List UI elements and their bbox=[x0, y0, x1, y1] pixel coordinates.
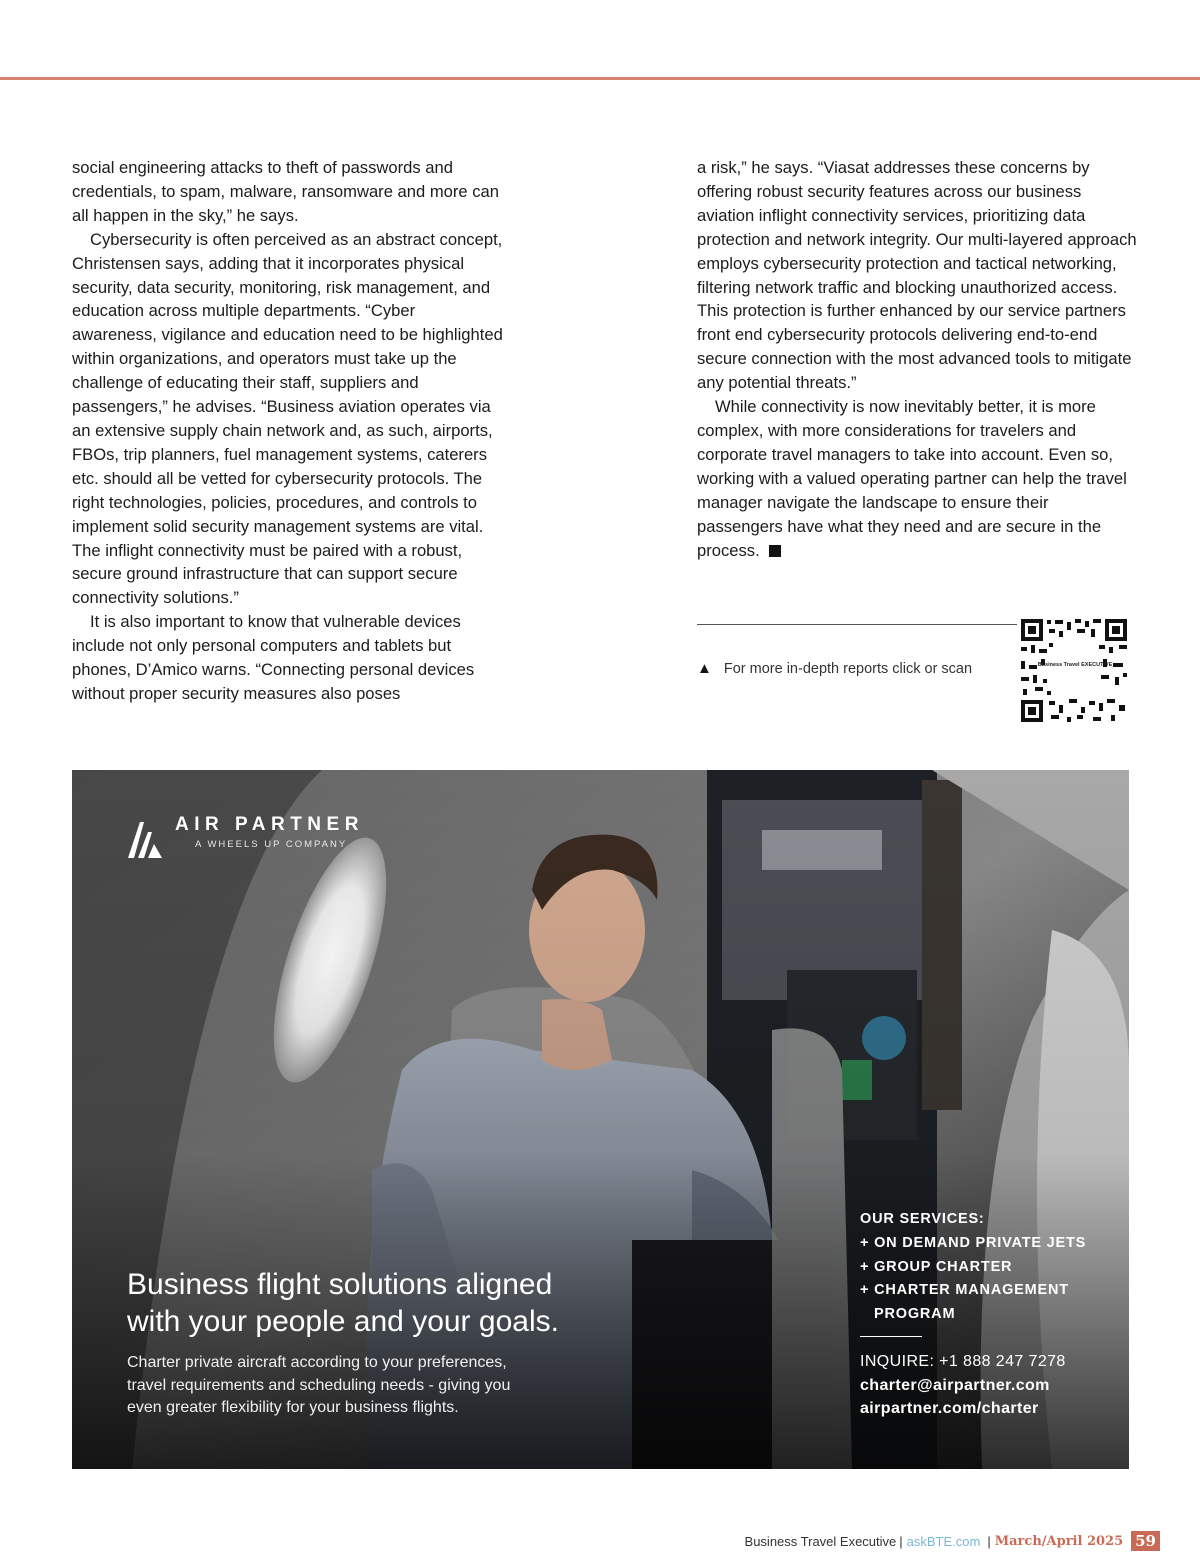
body-line: even greater flexibility for your business flights. bbox=[127, 1399, 459, 1417]
publication-name: Business Travel Executive bbox=[744, 1533, 897, 1549]
body-line: Charter private aircraft according to your preferences, bbox=[127, 1354, 507, 1371]
more-reports-link[interactable] bbox=[697, 660, 972, 677]
article-column-right bbox=[697, 156, 1137, 562]
ad-body-text bbox=[127, 1352, 597, 1420]
footer-separator: | bbox=[987, 1533, 991, 1549]
service-item: + ON DEMAND PRIVATE JETS bbox=[860, 1234, 1087, 1251]
qr-logo-text: Business Travel EXECUTIVE bbox=[1037, 662, 1113, 668]
air-partner-logo-icon bbox=[126, 818, 166, 862]
air-partner-advertisement[interactable] bbox=[72, 770, 1129, 1469]
end-of-article-square-icon bbox=[769, 545, 781, 557]
services-title: OUR SERVICES: bbox=[860, 1211, 985, 1227]
article-paragraph: a risk,” he says. “Viasat addresses these concerns by offering robust security features across our business aviation inflight connectivity services, prioritizing data protection and network integrity. Our multi-layered approach employs cybersecurity protection and tactical networking, filtering network traffic and blocking unauthorized access. This protection is further enhanced by our service partners front end cybersecurity protocols delivering end-to-end secure connection with the most advanced tools to mitigate any potential threats.” bbox=[697, 158, 1137, 393]
contact-info bbox=[860, 1350, 1066, 1421]
brand-subtitle: A WHEELS UP COMPANY bbox=[195, 839, 348, 850]
header-rule bbox=[0, 77, 1200, 80]
inquire-phone[interactable]: INQUIRE: +1 888 247 7278 bbox=[860, 1353, 1066, 1370]
more-reports-text: For more in-depth reports click or scan bbox=[723, 660, 973, 677]
service-item-continued: PROGRAM bbox=[874, 1306, 956, 1323]
qr-code[interactable] bbox=[1019, 617, 1129, 724]
service-item: + GROUP CHARTER bbox=[860, 1258, 1013, 1275]
brand-name: AIR PARTNER bbox=[175, 814, 364, 835]
ad-headline bbox=[127, 1266, 647, 1340]
askbte-link[interactable]: askBTE.com bbox=[906, 1533, 981, 1549]
page-footer bbox=[745, 1531, 1160, 1551]
contact-email-link[interactable]: charter@airpartner.com bbox=[860, 1376, 1050, 1394]
footer-separator: | bbox=[899, 1533, 903, 1549]
article-paragraph-text: While connectivity is now inevitably better, it is more complex, with more considerations for travelers and corporate travel managers to take into account. Even so, working with a valued operating partner can help the travel manager navigate the landscape to ensure their passengers have what they need and are secure in the process. bbox=[697, 397, 1127, 560]
page-number: 59 bbox=[1131, 1531, 1160, 1551]
more-reports-divider bbox=[697, 624, 1017, 625]
headline-line: Business flight solutions aligned bbox=[127, 1268, 553, 1301]
services-divider bbox=[860, 1336, 922, 1337]
issue-date: March/April 2025 bbox=[994, 1533, 1124, 1549]
article-paragraph: It is also important to know that vulnerable devices include not only personal computers and tablets but phones, D’Amico warns. “Connecting personal devices without proper security measures also poses bbox=[72, 612, 475, 703]
headline-line: with your people and your goals. bbox=[127, 1305, 559, 1338]
services-list bbox=[860, 1208, 1086, 1327]
article-paragraph-final bbox=[697, 395, 1137, 562]
article-paragraph: Cybersecurity is often perceived as an abstract concept, Christensen says, adding that it incorporates physical security, data security, monitoring, risk management, and education across multiple departments. “Cyber awareness, vigilance and education need to be highlighted within organizations, and operators must take up the challenge of educating their staff, suppliers and passengers,” he advises. “Business aviation operates via an extensive supply chain network and, as such, airports, FBOs, trip planners, fuel management systems, caterers etc. should all be vetted for cybersecurity protocols. The right technologies, policies, procedures, and controls to implement solid security management systems are vital. The inflight connectivity must be paired with a robust, secure ground infrastructure that can support secure connectivity solutions.” bbox=[72, 229, 503, 608]
article-column-left bbox=[72, 156, 504, 706]
triangle-up-icon: ▲ bbox=[697, 660, 712, 677]
body-line: travel requirements and scheduling needs - giving you bbox=[127, 1376, 511, 1394]
article-paragraph: social engineering attacks to theft of passwords and credentials, to spam, malware, ransomware and more can all happen in the sky,” he says. bbox=[72, 158, 500, 225]
contact-website-link[interactable]: airpartner.com/charter bbox=[860, 1400, 1039, 1417]
service-item: + CHARTER MANAGEMENT bbox=[860, 1282, 1069, 1299]
